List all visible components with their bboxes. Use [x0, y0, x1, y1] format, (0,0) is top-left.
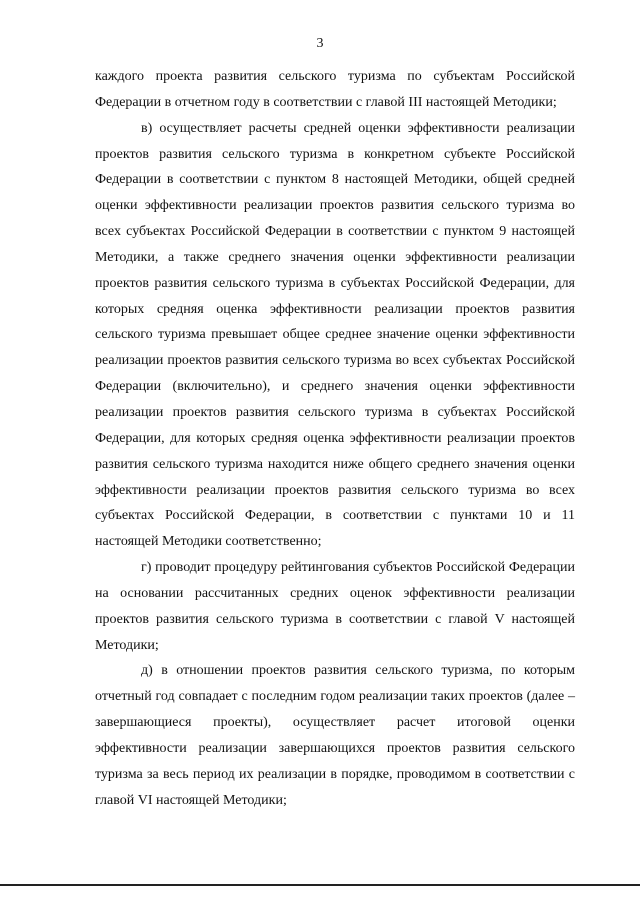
- paragraph-item-d: д) в отношении проектов развития сельского туризма, по которым отчетный год совпадает с последним годом реализации таких проектов (далее – завершающиеся проекты), осуществляет расчет итоговой оценки эффективности реализации завершающихся проектов развития сельского туризма за весь период их реализации в порядке, проводимом в соответствии с главой VI настоящей Методики;: [95, 663, 575, 808]
- paragraph-item-g: г) проводит процедуру рейтингования субъектов Российской Федерации на основании рассчитанных средних оценок эффективности реализации проектов развития сельского туризма в соответствии с главой V настоящей Методики;: [95, 560, 575, 653]
- paragraph-item-v: в) осуществляет расчеты средней оценки эффективности реализации проектов развития сельского туризма в конкретном субъекте Российской Федерации в соответствии с пунктом 8 настоящей Методики, общей средней оценки эффективности реализации проектов развития сельского туризма во всех субъектах Российской Федерации в соответствии с пунктом 9 настоящей Методики, а также среднего значения оценки эффективности реализации проектов развития сельского туризма в субъектах Российской Федерации, для которых средняя оценка эффективности реализации проектов развития сельского туризма превышает общее среднее значение оценки эффективности реализации проектов развития сельского туризма во всех субъектах Российской Федерации (включительно), и среднего значения оценки эффективности реализации проектов развития сельского туризма в субъектах Российской Федерации, для которых средняя оценка эффективности реализации проектов развития сельского туризма находится ниже общего среднего значения оценки эффективности реализации проектов развития сельского туризма во всех субъектах Российской Федерации, в соответствии с пунктами 10 и 11 настоящей Методики соответственно;: [95, 120, 575, 550]
- paragraph-continuation: каждого проекта развития сельского туризма по субъектам Российской Федерации в отчетном году в соответствии с главой III настоящей Методики;: [95, 69, 575, 110]
- page-number: 3: [316, 36, 324, 51]
- document-body: [95, 64, 575, 813]
- scan-edge-line: [0, 884, 640, 886]
